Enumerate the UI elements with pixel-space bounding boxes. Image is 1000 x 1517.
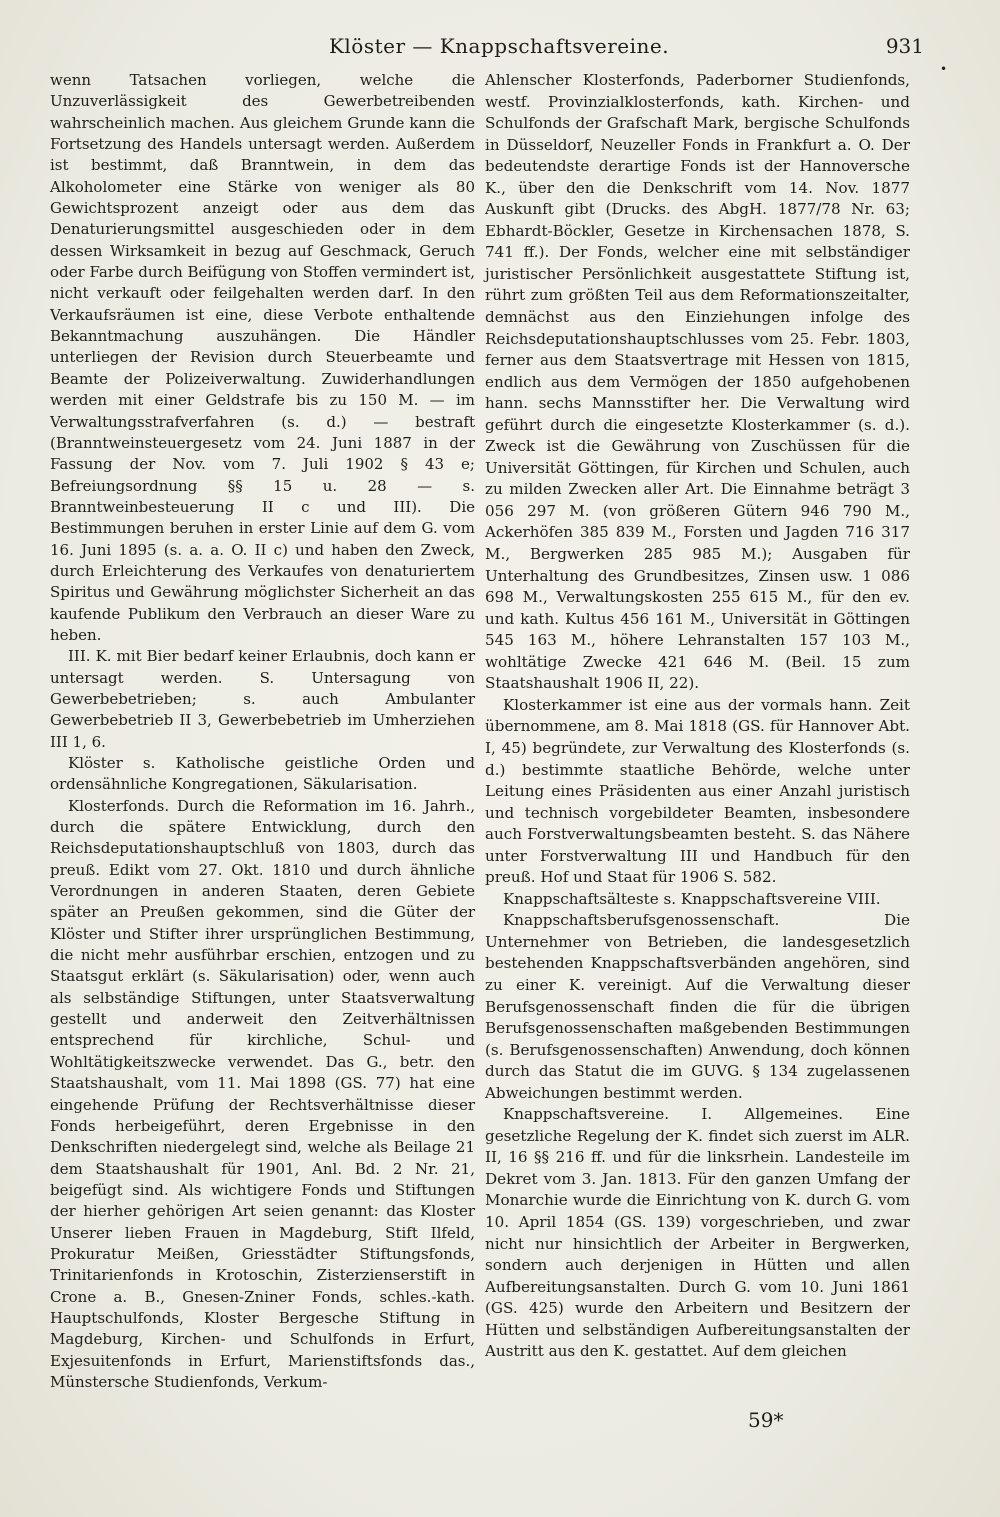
entry-knappschaftsvereine: Knappschaftsvereine. I. Allgemeines. Eine gesetzliche Regelung der K. findet sich zuerst im ALR. II, 16 §§ 216 ff. und für die linksrhein. Landesteile im Dekret vom 3. Jan. 1813. Für den ganzen Umfang der Monarchie wurde die Einrichtung von K. durch G. vom 10. April 1854 (GS. 139) vorgeschrieben, und zwar nicht nur hinsichtlich der Arbeiter in Bergwerken, sondern auch derjenigen in Hütten und allen Aufbereitungsanstalten. Durch G. vom 10. Juni 1861 (GS. 425) wurde den Arbeitern und Besitzern der Hütten und selbständigen Aufbereitungsanstalten der Austritt aus den K. gestattet. Auf dem gleichen [485, 1105, 910, 1361]
page-number: 931 [885, 34, 924, 58]
left-column [50, 70, 475, 1393]
entry-knappschaftsberufsgenossenschaft: Knappschaftsberufsgenossenschaft. Die Unternehmer von Betrieben, die landesgesetzlich bestehenden Knappschaftsverbänden angehören, sind zu einer K. vereinigt. Auf die Verwaltung dieser Berufsgenossenschaft finden die für die übrigen Berufsgenossenschaften maßgebenden Bestimmungen (s. Berufsgenossenschaften) Anwendung, doch können durch das Statut die im GUVG. § 134 zugelassenen Abweichungen bestimmt werden. [485, 911, 910, 1102]
paragraph-bier: III. K. mit Bier bedarf keiner Erlaubnis, doch kann er untersagt werden. S. Untersagung von Gewerbebetrieben; s. auch Ambulanter Gewerbebetrieb II 3, Gewerbebetrieb im Umherziehen III 1, 6. [50, 647, 475, 751]
right-column [485, 70, 910, 1363]
entry-klosterkammer: Klosterkammer ist eine aus der vormals hann. Zeit übernommene, am 8. Mai 1818 (GS. für Hannover Abt. I, 45) begründete, zur Verwaltung des Klosterfonds (s. d.) bestimmte staatliche Behörde, welche unter Leitung eines Präsidenten aus einer Anzahl juristisch und technisch vorgebildeter Beamten, insbesondere auch Forstverwaltungsbeamten besteht. S. das Nähere unter Forstverwaltung III und Handbuch für den preuß. Hof und Staat für 1906 S. 582. [485, 695, 910, 887]
running-title: Klöster — Knappschaftsvereine. [328, 34, 670, 58]
entry-knappschaftsaelteste: Knappschaftsälteste s. Knappschaftsvereine VIII. [503, 889, 881, 908]
signature-mark: 59* [748, 1408, 784, 1432]
paragraph-branntwein-continuation: wenn Tatsachen vorliegen, welche die Unzuverlässigkeit des Gewerbetreibenden wahrscheinlich machen. Aus gleichem Grunde kann die Fortsetzung des Handels untersagt werden. Außerdem ist bestimmt, daß Branntwein, in dem das Alkoholometer eine Stärke von weniger als 80 Gewichtsprozent anzeigt oder aus dem das Denaturierungsmittel ausgeschieden oder in dem dessen Wirksamkeit in bezug auf Geschmack, Geruch oder Farbe durch Beifügung von Stoffen vermindert ist, nicht verkauft oder feilgehalten werden darf. In den Verkaufsräumen ist eine, diese Verbote enthaltende Bekanntmachung auszuhängen. Die Händler unterliegen der Revision durch Steuerbeamte und Beamte der Polizeiverwaltung. Zuwiderhandlungen werden mit einer Geldstrafe bis zu 150 M. — im Verwaltungsstrafverfahren (s. d.) — bestraft (Branntweinsteuergesetz vom 24. Juni 1887 in der Fassung der Nov. vom 7. Juli 1902 § 43 e; Befreiungsordnung §§ 15 u. 28 — s. Branntweinbesteuerung II c und III). Die Bestimmungen beruhen in erster Linie auf dem G. vom 16. Juni 1895 (s. a. a. O. II c) und haben den Zweck, durch Erleichterung des Verkaufes von denaturiertem Spiritus und Gewährung möglichster Sicherheit an das kaufende Publikum den Verbrauch an dieser Ware zu heben. [50, 71, 475, 644]
entry-klosterfonds: Klosterfonds. Durch die Reformation im 16. Jahrh., durch die spätere Entwicklung, durch den Reichsdeputationshauptschluß von 1803, durch das preuß. Edikt vom 27. Okt. 1810 und durch ähnliche Verordnungen in anderen Staaten, deren Gebiete später an Preußen gekommen, sind die Güter der Klöster und Stifter ihrer ursprünglichen Bestimmung, die nicht mehr ausführbar erschien, entzogen und zu Staatsgut erklärt (s. Säkularisation) oder, wenn auch als selbständige Stiftungen, unter Staatsverwaltung gestellt und anderweit den Zeitverhältnissen entsprechend für kirchliche, Schul- und Wohltätigkeitszwecke verwendet. Das G., betr. den Staatshaushalt, vom 11. Mai 1898 (GS. 77) hat eine eingehende Prüfung der Rechtsverhältnisse dieser Fonds herbeigeführt, deren Ergebnisse in den Denkschriften niedergelegt sind, welche als Beilage 21 dem Staatshaushalt für 1901, Anl. Bd. 2 Nr. 21, beigefügt sind. Als wichtigere Fonds und Stiftungen der hierher gehörigen Art seien genannt: das Kloster Unserer lieben Frauen in Magdeburg, Stift Ilfeld, Prokuratur Meißen, Griesstädter Stiftungsfonds, Trinitarienfonds in Krotoschin, Zisterzienserstift in Crone a. B., Gnesen-Zniner Fonds, schles.-kath. Hauptschulfonds, Kloster Bergesche Stiftung in Magdeburg, Kirchen- und Schulfonds in Erfurt, Exjesuitenfonds in Erfurt, Marienstiftsfonds das., Münstersche Studienfonds, Verkum- [50, 796, 475, 1391]
page-header [48, 30, 950, 62]
printer-mark-dot: • [940, 62, 948, 76]
paragraph-klosterfonds-continuation: Ahlenscher Klosterfonds, Paderborner Studienfonds, westf. Provinzialklosterfonds, kath. Kirchen- und Schulfonds der Grafschaft Mark, bergische Schulfonds in Düsseldorf, Neuzeller Fonds in Frankfurt a. O. Der bedeutendste derartige Fonds ist der Hannoversche K., über den die Denkschrift vom 14. Nov. 1877 Auskunft gibt (Drucks. des AbgH. 1877/78 Nr. 63; Ebhardt-Böckler, Gesetze in Kirchensachen 1878, S. 741 ff.). Der Fonds, welcher eine mit selbständiger juristischer Persönlichkeit ausgestattete Stiftung ist, rührt zum größten Teil aus dem Reformationszeitalter, demnächst aus den Einziehungen infolge des Reichsdeputationshauptschlusses vom 25. Febr. 1803, ferner aus dem Staatsvertrage mit Hessen von 1815, endlich aus dem Vermögen der 1850 aufgehobenen hann. sechs Mannsstifter her. Die Verwaltung wird geführt durch die eingesetzte Klosterkammer (s. d.). Zweck ist die Gewährung von Zuschüssen für die Universität Göttingen, für Kirchen und Schulen, auch zu milden Zwecken aller Art. Die Einnahme beträgt 3 056 297 M. (von größeren Gütern 946 790 M., Ackerhöfen 385 839 M., Forsten und Jagden 716 317 M., Bergwerken 285 985 M.); Ausgaben für Unterhaltung des Grundbesitzes, Zinsen usw. 1 086 698 M., Verwaltungskosten 255 615 M., für den ev. und kath. Kultus 456 161 M., Universität in Göttingen 545 163 M., höhere Lehranstalten 157 103 M., wohltätige Zwecke 421 646 M. (Beil. 15 zum Staatshaushalt 1906 II, 22). [485, 71, 910, 693]
entry-kloester: Klöster s. Katholische geistliche Orden und ordensähnliche Kongregationen, Säkularisation. [50, 754, 475, 794]
